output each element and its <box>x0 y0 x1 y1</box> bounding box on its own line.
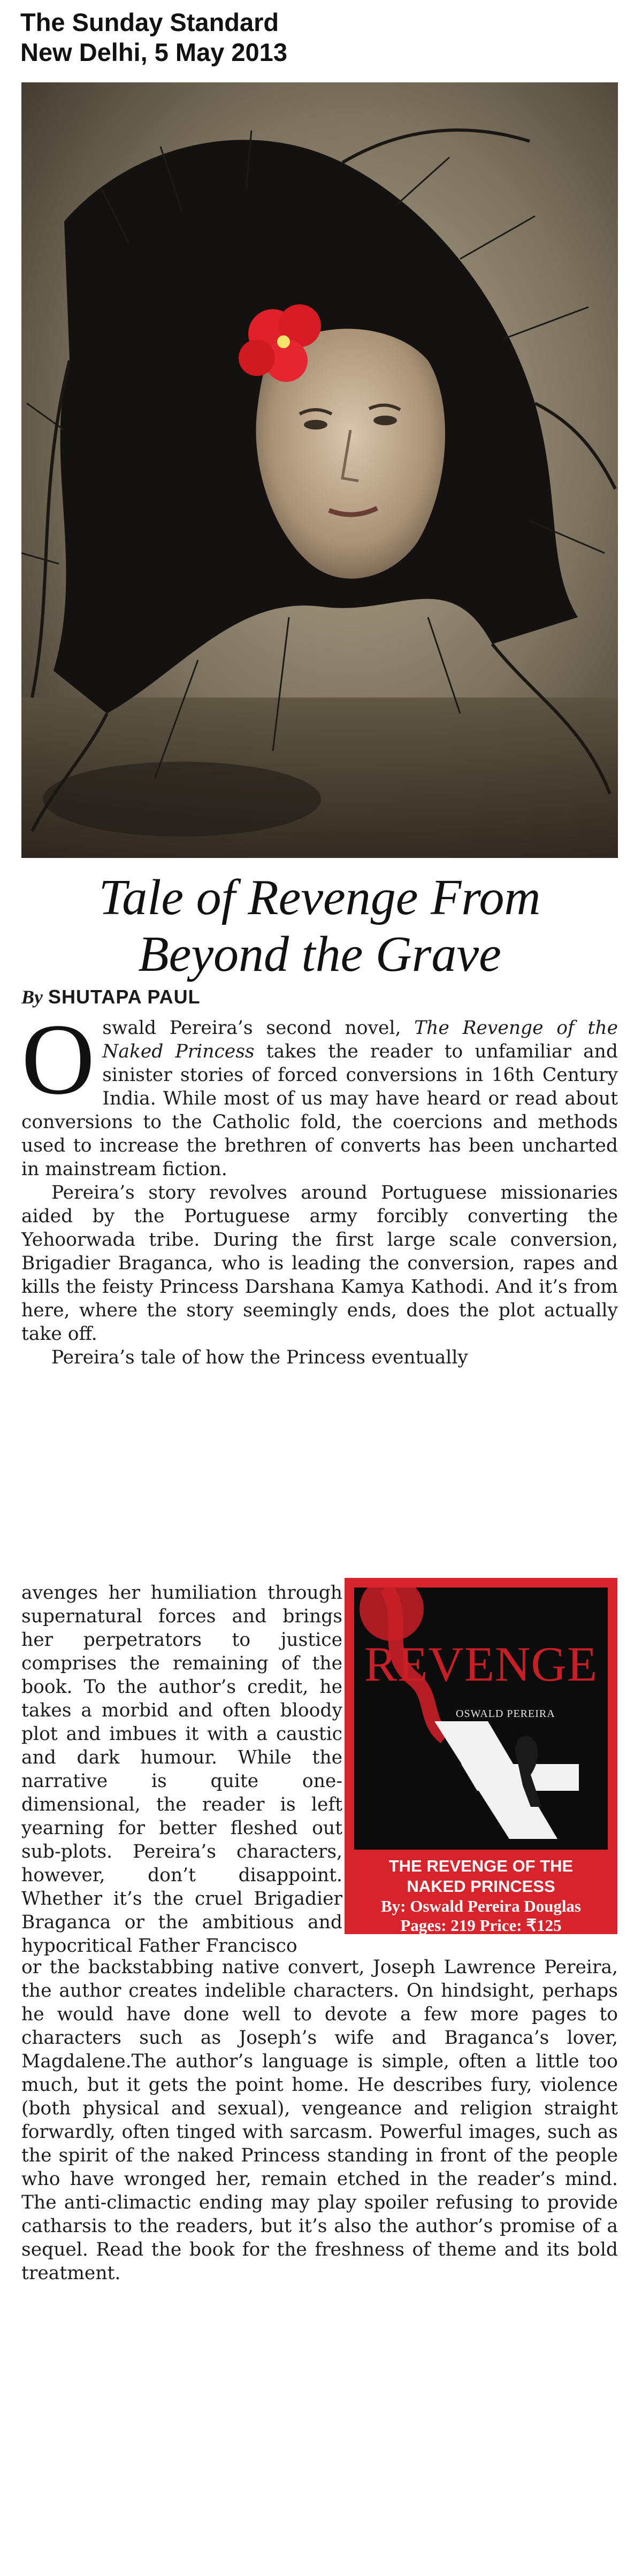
price-label: Price: <box>479 1916 522 1935</box>
pages-label: Pages: <box>400 1916 447 1935</box>
masthead <box>20 7 448 67</box>
by-value: Oswald Pereira Douglas <box>410 1897 581 1915</box>
article-body-bottom <box>21 1956 618 2285</box>
paragraph-2: Pereira’s story revolves around Portuguese missionaries aided by the Portuguese army forcibly converting the Yehoorwada tribe. During the first large scale conversion, Brigadier Braganca, who is leading the conversion, rapes and kills the feisty Princess Darshana Kamya Kathodi. And it’s from here, where the story seemingly ends, does the plot actually take off. <box>21 1182 618 1345</box>
imprint-label: Imprint: <box>417 1935 479 1954</box>
woman-with-flower-illustration <box>21 82 618 858</box>
headline-line-1: Tale of Revenge From <box>98 870 541 925</box>
paragraph-3-narrow: avenges her humiliation through supernatural forces and brings her perpetrators to justice comprises the remaining of the book. To the author’s credit, he takes a morbid and often bloody plot and imbues it with a caustic and dark humour. While the narrative is quite one-dimensional, the reader is left yearning for better fleshed out sub-plots. Pereira’s characters, however, don’t disappoint. Whether it’s the cruel Brigadier Braganca or the ambitious and hypocritical Father Francisco <box>21 1582 342 1957</box>
paragraph-1-text-b: takes the reader to unfamiliar and sinister stories of forced conversions in 16th Century India. While most of us may have heard or read about conversions to the Catholic fold, the coercions and methods used to increase the brethren of converts has been uncharted in mainstream fiction. <box>21 1041 618 1180</box>
price-value: ₹125 <box>526 1916 562 1935</box>
caption-title-line-1: THE REVENGE OF THE <box>388 1857 574 1875</box>
article-headline <box>21 869 618 983</box>
article-body-narrow-column <box>21 1581 342 1958</box>
paragraph-3-lead: Pereira’s tale of how the Princess eventually <box>51 1347 468 1368</box>
by-label: By: <box>381 1897 406 1915</box>
paragraph-1-text-a: swald Pereira’s second novel, <box>102 1017 415 1039</box>
book-title-inline: The Revenge of the Naked Princess <box>102 1017 618 1062</box>
drop-cap: O <box>21 1003 95 1116</box>
article-body-top <box>21 1003 618 1369</box>
newspaper-name: The Sunday Standard <box>20 8 279 36</box>
byline-author: SHUTAPA PAUL <box>48 986 201 1008</box>
cover-author: OSWALD PEREIRA <box>456 1708 555 1720</box>
book-info-box <box>345 1578 617 1954</box>
book-caption <box>345 1856 617 1954</box>
paragraph-3-rest: or the backstabbing native convert, Joseph Lawrence Pereira, the author creates indelible characters. On hindsight, perhaps he would have done well to devote a few more pages to characters such as Joseph’s wife and Braganca’s lover, Magdalene.The author’s language is simple, often a little too much, but it gets the point home. He describes fury, violence (both physical and sexual), vengeance and religion straight forwardly, often tinged with sarcasm. Powerful images, such as the spirit of the naked Princess standing in front of the people who have wronged her, remain etched in the reader’s mind. The anti-climactic ending may play spoiler refusing to provide catharsis to the readers, but it’s also the author’s promise of a sequel. Read the book for the freshness of theme and its bold treatment. <box>21 1957 618 2284</box>
pages-value: 219 <box>450 1916 476 1935</box>
caption-author-line <box>345 1897 617 1916</box>
caption-imprint-line <box>345 1935 617 1954</box>
dateline: New Delhi, 5 May 2013 <box>20 38 287 66</box>
headline-line-2: Beyond the Grave <box>138 926 501 982</box>
byline-prefix: By <box>21 986 43 1008</box>
book-cover <box>354 1588 608 1850</box>
paragraph-1 <box>21 1003 618 1181</box>
caption-pages-price-line <box>345 1916 617 1935</box>
caption-title-line-2: NAKED PRINCESS <box>407 1877 555 1896</box>
cover-title: REVENGE <box>364 1637 598 1691</box>
hero-image <box>21 82 618 858</box>
imprint-value: Leadstart <box>483 1935 545 1954</box>
